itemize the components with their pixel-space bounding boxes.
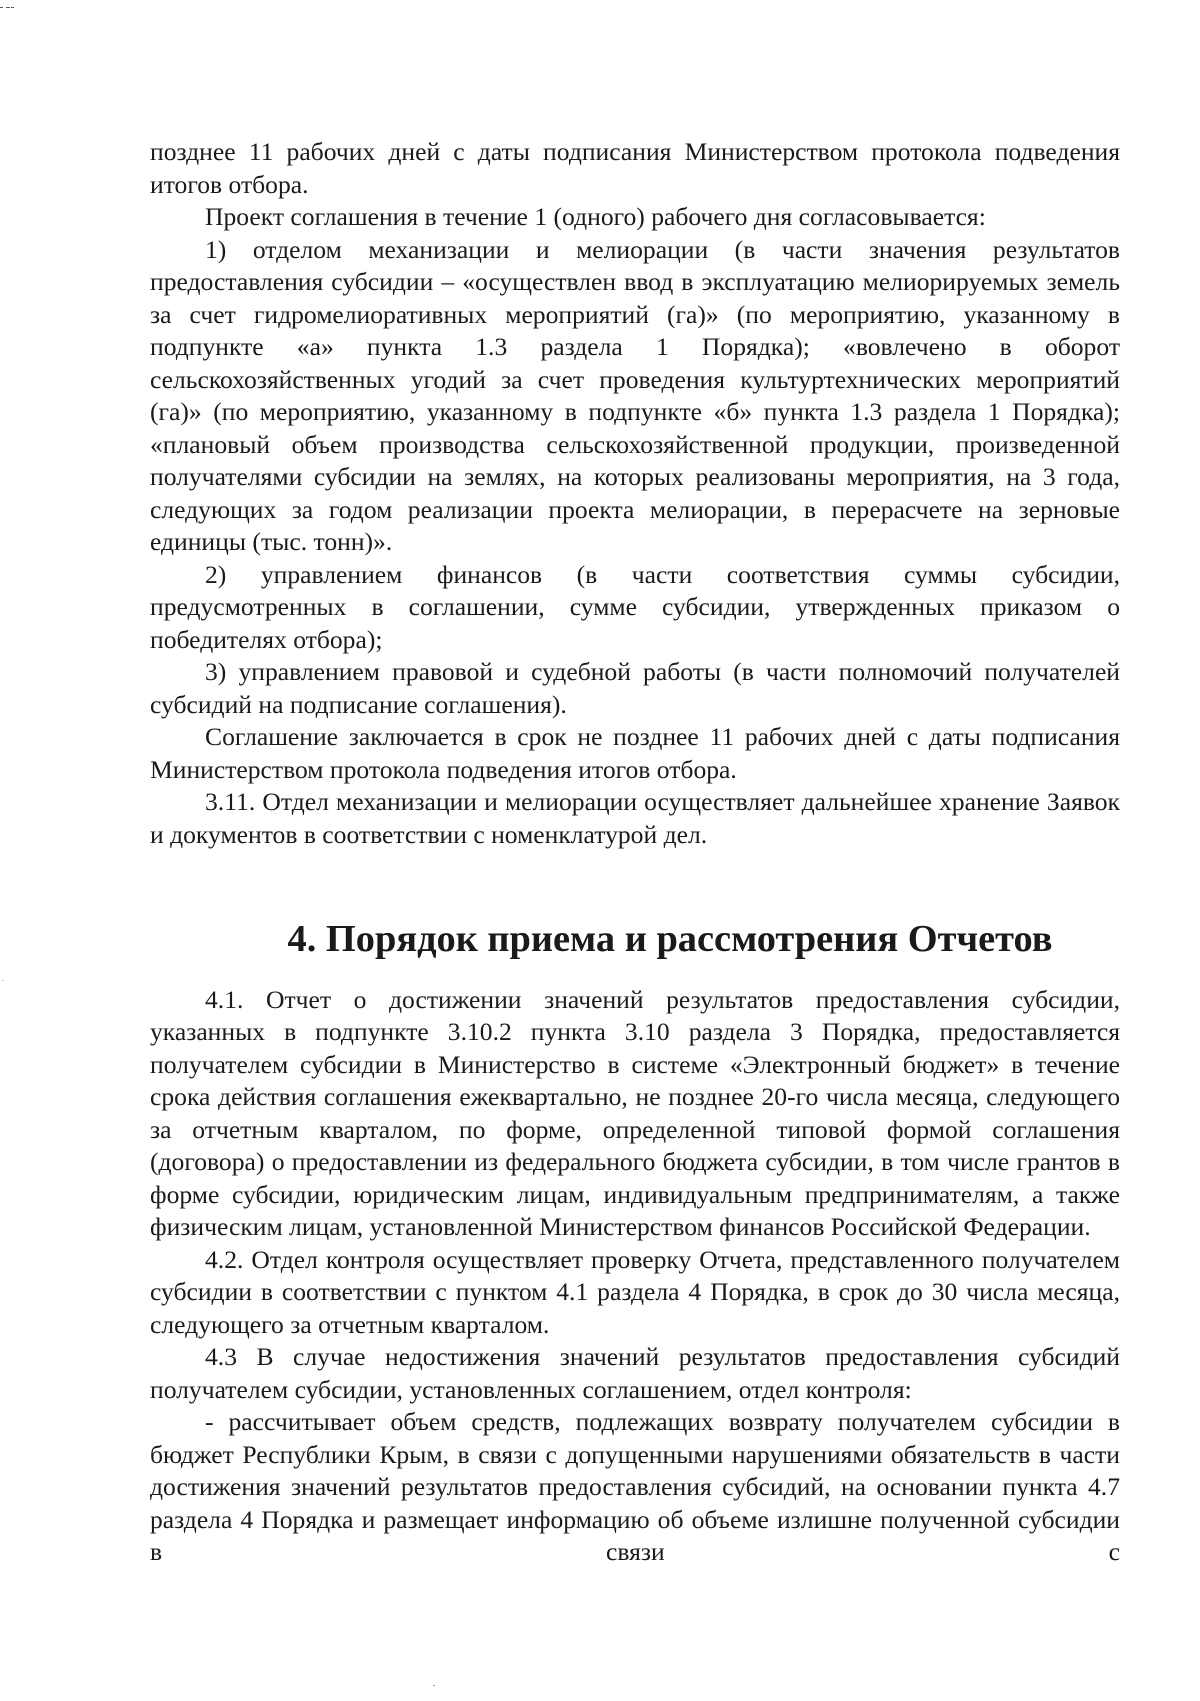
paragraph-p1: позднее 11 рабочих дней с даты подписания Министерством протокола подведения итогов отбора. bbox=[150, 137, 1120, 199]
paragraph-p3: 1) отделом механизации и мелиорации (в части значения результатов предоставления субсидии – «осуществлен ввод в эксплуатацию мелиорируемых земель за счет гидромелиоративных мероприятий (га)» (по мероприятию, указанному в подпункте «а» пункта 1.3 раздела 1 Порядка); «вовлечено в оборот сельскохозяйственных угодий за счет проведения культуртехнических мероприятий (га)» (по мероприятию, указанному в подпункте «б» пункта 1.3 раздела 1 Порядка); «плановый объем производства сельскохозяйственной продукции, произведенной получателями субсидии на землях, на которых реализованы мероприятия, на 3 года, следующих за годом реализации проекта мелиорации, в перерасчете на зерновые единицы (тыс. тонн)». bbox=[150, 234, 1120, 556]
paragraph-p9: 4.2. Отдел контроля осуществляет проверку Отчета, представленного получателем субсидии в соответствии с пунктом 4.1 раздела 4 Порядка, в срок до 30 числа месяца, следующего за отчетным кварталом. bbox=[150, 1244, 1120, 1339]
paragraph-p5: 3) управлением правовой и судебной работы (в части полномочий получателей субсидий на подписание соглашения). bbox=[150, 657, 1120, 719]
paragraph-p8: 4.1. Отчет о достижении значений результатов предоставления субсидии, указанных в подпункте 3.10.2 пункта 3.10 раздела 3 Порядка, предоставляется получателем субсидии в Министерство в системе «Электронный бюджет» в течение срока действия соглашения ежеквартально, не позднее 20-го числа месяца, следующего за отчетным кварталом, по форме, определенной типовой формой соглашения (договора) о предоставлении из федерального бюджета субсидии, в том числе грантов в форме субсидии, юридическим лицам, индивидуальным предпринимателям, а также физическим лицам, установленной Министерством финансов Российской Федерации. bbox=[150, 984, 1120, 1241]
document-page bbox=[150, 136, 1120, 1569]
scan-artifact bbox=[433, 1685, 435, 1686]
paragraph-p2: Проект соглашения в течение 1 (одного) рабочего дня согласовывается: bbox=[205, 202, 986, 231]
paragraph-p7: 3.11. Отдел механизации и мелиорации осуществляет дальнейшее хранение Заявок и документов в соответствии с номенклатурой дел. bbox=[150, 787, 1120, 849]
paragraph-p6: Соглашение заключается в срок не позднее 11 рабочих дней с даты подписания Министерством протокола подведения итогов отбора. bbox=[150, 722, 1120, 784]
spacer bbox=[150, 851, 1120, 923]
scan-artifact bbox=[6, 7, 10, 8]
scan-artifact bbox=[0, 7, 3, 8]
paragraph-p10: 4.3 В случае недостижения значений результатов предоставления субсидий получателем субсидии, установленных соглашением, отдел контроля: bbox=[150, 1342, 1120, 1404]
scan-artifact bbox=[2, 980, 3, 981]
paragraph-p11: - рассчитывает объем средств, подлежащих возврату получателем субсидии в бюджет Республики Крым, в связи с допущенными нарушениями обязательств в части достижения значений результатов предоставления субсидий, на основании пункта 4.7 раздела 4 Порядка и размещает информацию об объеме излишне полученной субсидии в связи с bbox=[150, 1407, 1120, 1566]
scan-artifact bbox=[11, 7, 14, 8]
section-heading: 4. Порядок приема и рассмотрения Отчетов bbox=[287, 918, 1053, 960]
paragraph-p4: 2) управлением финансов (в части соответствия суммы субсидии, предусмотренных в соглашении, сумме субсидии, утвержденных приказом о победителях отбора); bbox=[150, 559, 1120, 654]
paragraph-group-before bbox=[150, 136, 1120, 851]
paragraph-group-after bbox=[150, 984, 1120, 1569]
